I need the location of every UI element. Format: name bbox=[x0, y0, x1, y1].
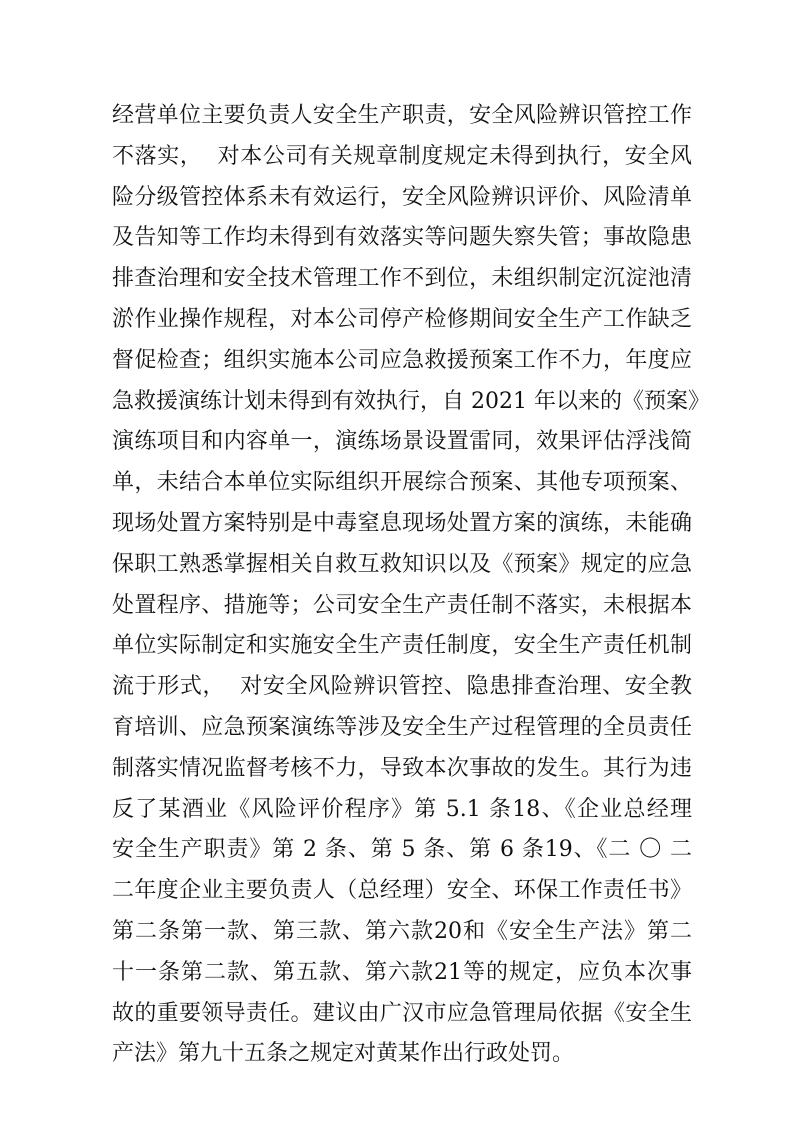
text-line: 安全生产职责》第 2 条、第 5 条、第 6 条19、《二 〇 二 bbox=[112, 837, 692, 863]
text-line: 演练项目和内容单一，演练场景设置雷同，效果评估浮浅简 bbox=[112, 429, 692, 455]
text-line: 淤作业操作规程，对本公司停产检修期间安全生产工作缺乏 bbox=[112, 306, 692, 332]
text-line: 单，未结合本单位实际组织开展综合预案、其他专项预案、 bbox=[112, 470, 692, 496]
text-line: 现场处置方案特别是中毒窒息现场处置方案的演练，未能确 bbox=[112, 510, 692, 536]
text-line: 流于形式， 对安全风险辨识管控、隐患排查治理、安全教 bbox=[112, 674, 692, 700]
text-line: 不落实， 对本公司有关规章制度规定未得到执行，安全风 bbox=[112, 143, 692, 169]
text-line: 育培训、应急预案演练等涉及安全生产过程管理的全员责任 bbox=[112, 714, 692, 740]
text-line: 急救援演练计划未得到有效执行，自 2021 年以来的《预案》 bbox=[112, 388, 710, 414]
text-line: 制落实情况监督考核不力，导致本次事故的发生。其行为违 bbox=[112, 755, 692, 781]
text-line: 十一条第二款、第五款、第六款21等的规定，应负本次事 bbox=[112, 959, 692, 985]
text-line: 及告知等工作均未得到有效落实等问题失察失管；事故隐患 bbox=[112, 225, 692, 251]
text-line: 产法》第九十五条之规定对黄某作出行政处罚。 bbox=[112, 1041, 575, 1067]
text-line: 保职工熟悉掌握相关自救互救知识以及《预案》规定的应急 bbox=[112, 551, 692, 577]
text-line: 单位实际制定和实施安全生产责任制度，安全生产责任机制 bbox=[112, 633, 692, 659]
text-line: 督促检查；组织实施本公司应急救援预案工作不力，年度应 bbox=[112, 347, 692, 373]
text-line: 反了某酒业《风险评价程序》第 5.1 条18、《企业总经理 bbox=[112, 796, 692, 822]
text-line: 处置程序、措施等；公司安全生产责任制不落实，未根据本 bbox=[112, 592, 692, 618]
text-line: 经营单位主要负责人安全生产职责，安全风险辨识管控工作 bbox=[112, 103, 692, 128]
text-line: 险分级管控体系未有效运行，安全风险辨识评价、风险清单 bbox=[112, 184, 692, 210]
text-line: 排查治理和安全技术管理工作不到位，未组织制定沉淀池清 bbox=[112, 266, 692, 292]
text-line: 第二条第一款、第三款、第六款20和《安全生产法》第二 bbox=[112, 918, 692, 944]
text-line: 二年度企业主要负责人（总经理）安全、环保工作责任书》 bbox=[112, 878, 692, 904]
body-text bbox=[112, 96, 710, 1075]
text-line: 故的重要领导责任。建议由广汉市应急管理局依据《安全生 bbox=[112, 1000, 692, 1026]
